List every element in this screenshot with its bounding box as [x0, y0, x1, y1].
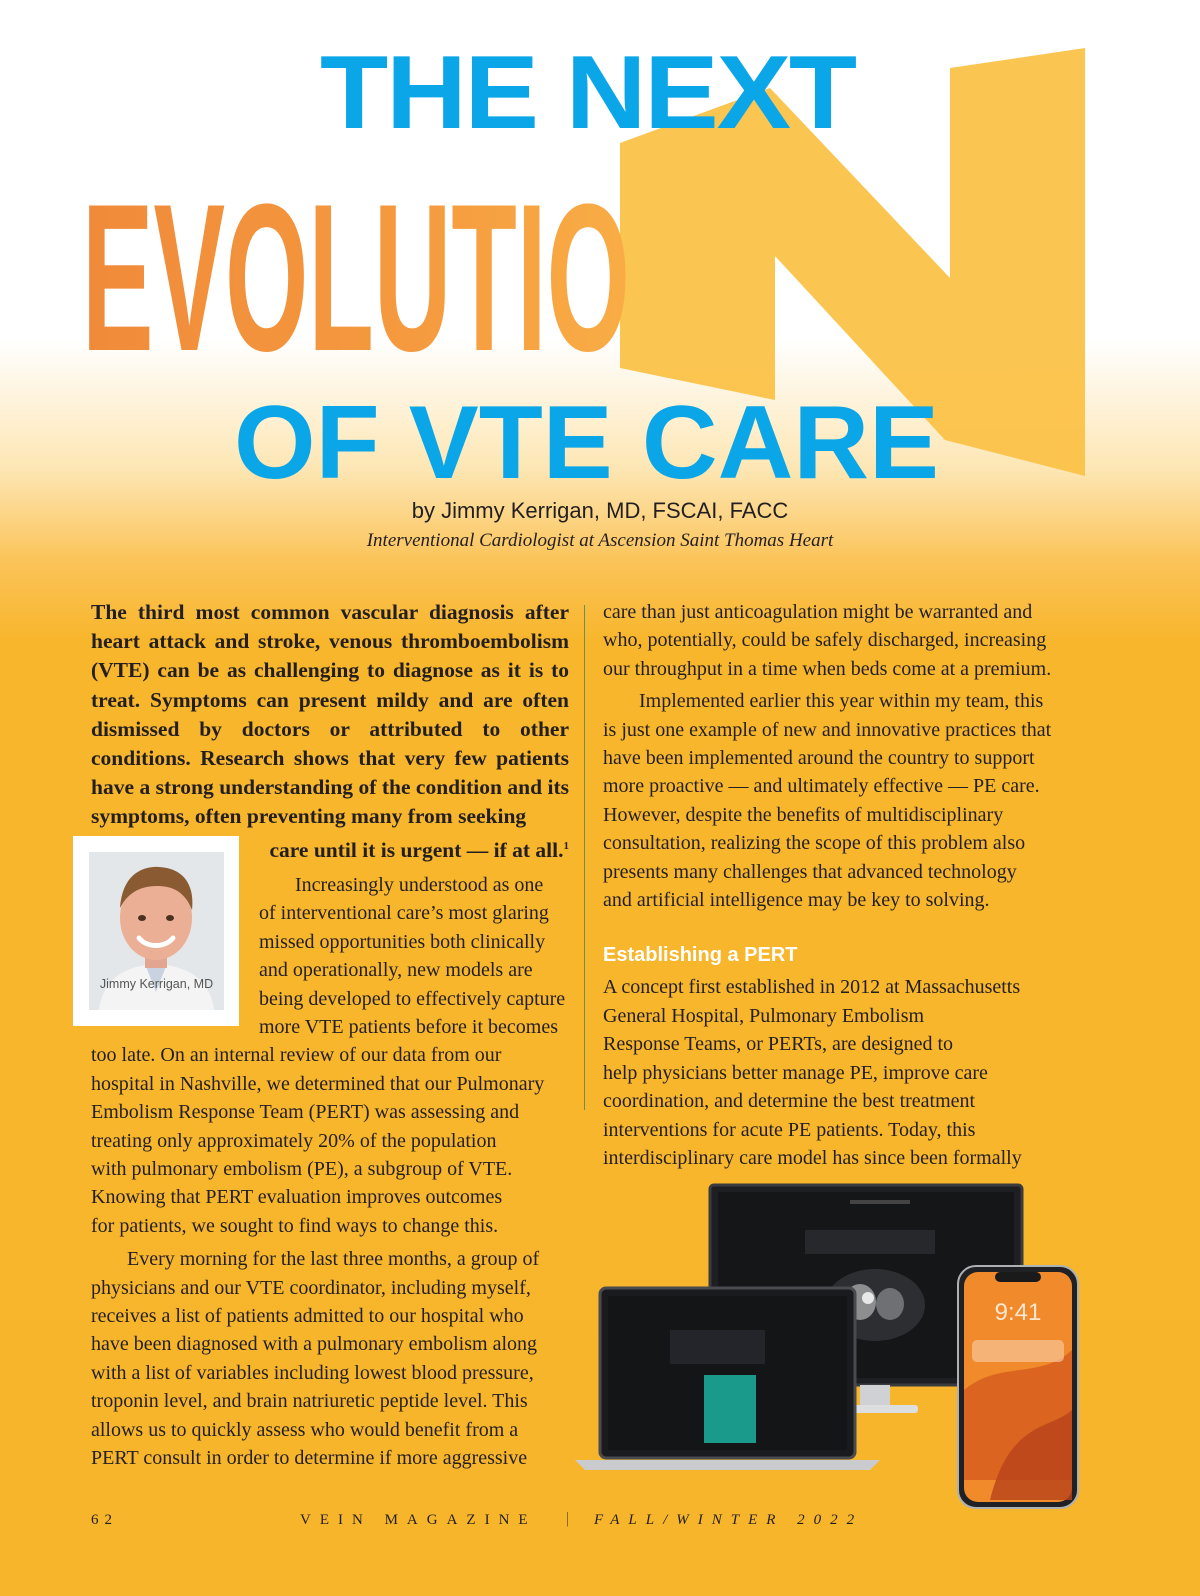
laptop — [575, 1288, 880, 1470]
paragraph-1-wrapped: Increasingly understood as one of interventional care’s most glaring missed opportunities both clinically and operationally, new models are being developed to effectively capture more VTE patients before it becomes — [259, 873, 566, 1039]
footer-separator: | — [566, 1510, 570, 1527]
affiliation: Interventional Cardiologist at Ascension Saint Thomas Heart — [366, 530, 834, 551]
lead-paragraph — [91, 598, 569, 832]
byline: by Jimmy Kerrigan, MD, FSCAI, FACC — [411, 498, 789, 523]
title-evolution: EVOLUTIO — [82, 160, 630, 395]
devices-illustration — [570, 1180, 1090, 1510]
lead-tail: care until it is urgent — if at all.$^1$ — [269, 837, 569, 862]
photo-caption: Jimmy Kerrigan, MD — [99, 977, 214, 991]
right-column — [603, 598, 1083, 1172]
column-divider — [584, 605, 585, 1110]
right-paragraph-1: care than just anticoagulation might be warranted and who, potentially, could be safely discharged, increasing our throughput in a time when beds come at a premium. — [603, 601, 1052, 680]
title-line1 — [320, 35, 860, 151]
section-heading: Establishing a PERT — [603, 944, 798, 967]
title-the-next: THE NEXT — [320, 35, 857, 151]
title-line3 — [230, 385, 950, 501]
issue-label: FALL/WINTER 2022 — [594, 1512, 864, 1528]
page-number: 62 — [91, 1512, 118, 1528]
left-column — [91, 598, 569, 1473]
magazine-name: VEIN MAGAZINE — [300, 1512, 537, 1528]
right-paragraph-2: Implemented earlier this year within my team, this is just one example of new and innovative practices that have been implemented around the country to support more proactive — and ultimately effective — PE care. However, despite the benefits of multidisciplinary consultation, realizing the scope of this problem also presents many challenges that advanced technology and artificial intelligence may be key to solving. — [603, 690, 1052, 912]
title-of-vte-care: OF VTE CARE — [234, 385, 939, 501]
title-line2 — [82, 160, 642, 395]
footnote-ref[interactable]: 1 — [563, 839, 569, 852]
right-paragraph-3: A concept first established in 2012 at Massachusetts General Hospital, Pulmonary Embolism Response Teams, or PERTs, are designed to help physicians better manage PE, improve care coordination, and determine the best treatment interventions for acute PE patients. Today, this interdisciplinary care model has since been formally — [603, 976, 1022, 1169]
paragraph-1-rest: too late. On an internal review of our data from our hospital in Nashville, we determined that our Pulmonary Embolism Response Team (PERT) was assessing and treating only approximately 20% of the population with pulmonary embolism (PE), a subgroup of VTE. Knowing that PERT evaluation improves outcomes for patients, we sought to find ways to change this. — [91, 1044, 545, 1237]
phone-clock: 9:41 — [994, 1299, 1042, 1326]
smartphone — [958, 1266, 1078, 1508]
paragraph-2: Every morning for the last three months, a group of physicians and our VTE coordinator, including myself, receives a list of patients admitted to our hospital who have been diagnosed with a pulmonary embolism along with a list of variables including lowest blood pressure, troponin level, and brain natriuretic peptide level. This allows us to quickly assess who would benefit from a PERT consult in order to determine if more aggressive — [91, 1248, 540, 1470]
lead-text: The third most common vascular diagnosis after heart attack and stroke, venous thromboembolism (VTE) can be as challenging to diagnose as it is to treat. Symptoms can present mildy and are often dismissed by doctors or attributed to other conditions. Research shows that very few patients have a strong understanding of the condition and its symptoms, often preventing many from seeking — [91, 600, 569, 829]
